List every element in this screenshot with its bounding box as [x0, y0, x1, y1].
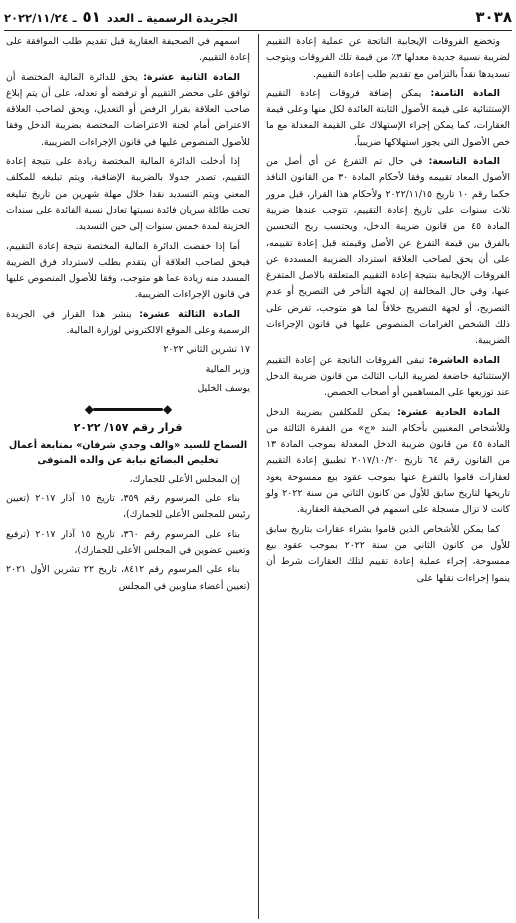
- council-line: إن المجلس الأعلى للجمارك،: [129, 473, 240, 485]
- page-number: ٣٠٣٨: [475, 8, 512, 26]
- signature-date: ١٧ تشرين الثاني ٢٠٢٢: [163, 344, 250, 356]
- paragraph: اسمهم في الصحيفة العقارية قبل تقديم طلب الموافقة على إعادة التقييم.: [6, 36, 250, 64]
- article-13: [6, 307, 250, 340]
- paragraph: كما يمكن للأشخاص الذين قاموا بشراء عقارات بتاريخ سابق للأول من كانون الثاني من سنة ٢٠٢٢ بموجب عقود بيع ممسوحة، إجراء عملية إعادة تقييم لتلك العقارات شرط أن ينموا إجراءات نقلها على: [266, 523, 510, 584]
- article-12: [6, 70, 250, 151]
- article-label: المادة الثامنة:: [430, 87, 500, 99]
- article-label: المادة الثالثة عشرة:: [139, 308, 240, 320]
- article-label: المادة التاسعة:: [428, 156, 500, 168]
- article-8: [266, 86, 510, 151]
- article-text: تبقى الفروقات الناتجة عن إعادة التقييم الإستثنائية خاضعة لضريبة الباب الثالث من قانون ضريبة الدخل عند توزيعها على المساهمين أو أصحاب الحصص.: [266, 354, 510, 399]
- article-label: المادة العاشرة:: [428, 354, 501, 366]
- decision-subject: السماح للسيد «والف وجدي شرفان» بمتابعة أعمال تخليص البضائع نيابة عن والده المتوفى: [8, 439, 248, 466]
- section-separator: ◆◆: [84, 402, 172, 417]
- paragraph: وتخضع الفروقات الإيجابية الناتجة عن عملية إعادة التقييم لضريبة نسبية جديدة معدلها ٣٪ من قيمة تلك الفروقات ويتوجب تسديدها نقداً بالتزامن مع تقديم طلب إعادة التقييم.: [266, 36, 511, 80]
- recital: بناء على المرسوم رقم ٣٦٠، تاريخ ١٥ آذار ٢٠١٧ (ترفيع وتعيين عضوين في المجلس الأعلى للجمارك)،: [6, 528, 250, 557]
- article-text: ينشر هذا القرار في الجريدة الرسمية وعلى الموقع الالكتروني لوزارة المالية.: [6, 308, 250, 337]
- paragraph: أما إذا خفضت الدائرة المالية المختصة نتيجة إعادة التقييم، فيحق لصاحب العلاقة أن يتقدم بطلب لاسترداد فرق الضريبة المسدد منه زيادة عما هو متوجب، وفقا للأصول المنصوص عليها في قانون الإجراءات الضريبية.: [6, 240, 250, 301]
- page-header: [4, 4, 512, 31]
- publication-name: الجريدة الرسمية ـ العدد: [106, 11, 238, 25]
- recital: بناء على المرسوم رقم ٨٤١٢، تاريخ ٢٢ تشرين الأول ٢٠٢١ (تعيين أعضاء مناوبين في المجلس: [6, 564, 250, 592]
- left-column: [6, 34, 250, 598]
- recital: بناء على المرسوم رقم ٣٥٩، تاريخ ١٥ آذار ٢٠١٧ (تعيين رئيس للمجلس الأعلى للجمارك)،: [6, 493, 250, 521]
- article-9: [266, 154, 510, 350]
- publication-line: [4, 8, 238, 26]
- right-column: [266, 34, 510, 590]
- signature-title: وزير المالية: [205, 363, 250, 375]
- decision-title: قرار رقم ١٥٧/ ٢٠٢٢: [73, 420, 183, 434]
- article-text: يمكن للمكلفين بضريبة الدخل وللأشخاص المعنيين بأحكام البند «ج» من الفقرة الثالثة من المادة ٤٥ من قانون ضريبة الدخل المعدلة بموجب المادة ١٣ من القانون رقم ٦٤ تاريخ ٢٠١٧/١٠/٢٠ تطبيق إعادة التقييم لعقارات قاموا بالتفرغ عنها بموجب عقود بيع ممسوحة يعود تاريخها لتاريخ سابق للأول من كانون الثاني من سنة ٢٠٢٢ ولو كانت لا تزال مسجلة على اسمهم في الصحيفة العقارية.: [266, 406, 510, 516]
- article-10: [266, 353, 510, 402]
- issue-date: ـ ٢٠٢٢/١١/٢٤: [4, 11, 77, 25]
- article-label: المادة الحادية عشرة:: [397, 406, 500, 418]
- article-text: يحق للدائرة المالية المختصة أن توافق على محضر التقييم أو ترفضه أو تعدله، على أن يتم إبلاغ صاحب العلاقة بقرار الرفض أو التعديل، ويحق لصاحب العلاقة الاعتراض أمام لجنة الاعتراضات المختصة بضريبة الدخل وفقا للأصول المنصوص عليها في قانون الإجراءات الضريبية.: [6, 71, 250, 148]
- signature-name: يوسف الخليل: [197, 382, 250, 394]
- issue-number: ٥١: [82, 8, 101, 26]
- article-label: المادة الثانية عشرة:: [143, 71, 240, 83]
- article-11: [266, 405, 510, 519]
- article-text: في حال تم التفرغ عن أي أصل من الأصول المعاد تقييمه وفقا لأحكام المادة ٣٠ من القانون النافذ حكما رقم ١٠ تاريخ ٢٠٢٢/١١/١٥ ولأحكام هذا القرار، قبل مرور ثلاث سنوات على تاريخ إعادة التقييم، تتوجب عندها ضريبة المادة ٤٥ من قانون ضريبة الدخل، ويحتسب ربح التحسين بالفرق بين قيمة التفرغ عن الأصل وقيمته قبل إعادة تقييمه، على أن يحق لصاحب العلاقة استرداد الضريبة المسددة عن الفروقات الإيجابية بنتيجة إعادة التقييم المتعلقة بالاصل المتفرغ عنها، وفي حال المخالفة إن لجهة التأخر في التصريح أو عدم التصريح، أو لجهة التصريح خلافاً لما هو متوجب، تفرض على ذلك الشخص الغرامات المنصوص عليها في قانون الإجراءات الضريبية.: [266, 156, 511, 347]
- article-text: يمكن إضافة فروقات إعادة التقييم الإستثنائية على قيمة الأصول الثابتة العائدة لكل منها وعلى قيمة العقارات، كما يمكن إجراء الإستهلاك على القيمة المعدلة مع ما خص الأصول التي يجوز استهلاكها ضريبياً.: [266, 87, 510, 148]
- column-divider: [258, 34, 259, 919]
- paragraph: إذا أدخلت الدائرة المالية المختصة زيادة على نتيجة إعادة التقييم، تصدر جدولا بالضريبة الإضافية، ويتم تبليغه للمكلف المعني ويتم التسديد نقدا خلال مهلة شهرين من تاريخ تبليغه تحت طائلة سريان فائدة نسبتها تعادل نسبة الفائدة على سندات الخزينة لمدة خمس سنوات إلى حين التسديد.: [6, 156, 250, 233]
